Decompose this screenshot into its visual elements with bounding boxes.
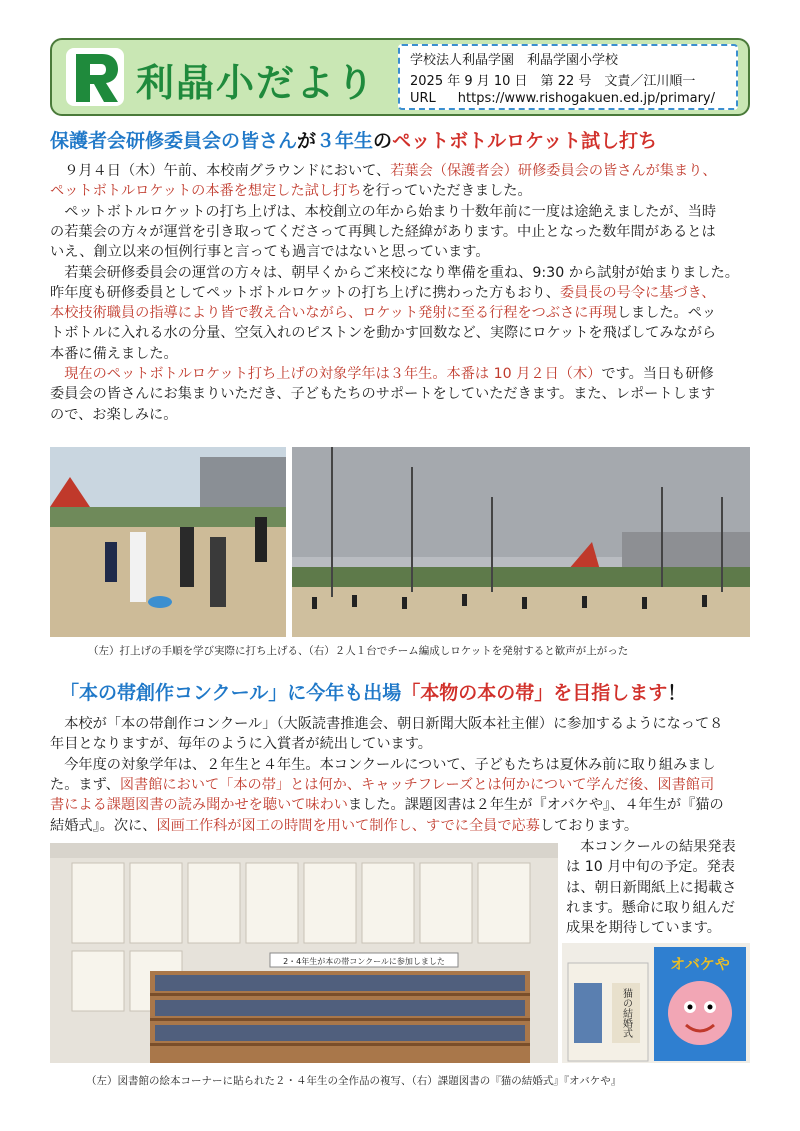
- body-line: [50, 344, 755, 364]
- book-covers-photo: [562, 943, 750, 1063]
- side-text-line: は 10 月中旬の予定。発表: [566, 859, 735, 876]
- url-label: URL: [410, 91, 436, 106]
- text-segment: を行っていただきました。: [361, 183, 532, 200]
- url-link[interactable]: https://www.rishogakuen.ed.jp/primary/: [457, 91, 715, 106]
- text-segment: です。当日も研修: [601, 366, 714, 382]
- text-segment: 昨年度も研修委員としてペットボトルロケットの打ち上げに携わった方もおり、: [50, 284, 560, 301]
- text-segment: 書による課題図書の読み聞かせを聴いて味わい: [50, 797, 348, 814]
- headline-segment: ３年生: [316, 130, 374, 152]
- body-line: [50, 816, 755, 836]
- body-line: [50, 283, 755, 303]
- body-line: [50, 202, 755, 222]
- masthead-title: 利晶小だより: [136, 61, 377, 105]
- headline-segment: 「本の帯創作コンクール」に今年も出場: [60, 682, 402, 704]
- school-name: 学校法人利晶学園 利晶学園小学校: [410, 53, 619, 68]
- text-segment: トボトルに入れる水の分量、空気入れのピストンを動かす回数など、実際にロケットを飛ばしてみながら: [50, 325, 717, 342]
- body-line: [50, 405, 755, 425]
- body-line: [50, 161, 755, 181]
- body-line: [50, 303, 755, 323]
- body-line: [50, 795, 755, 815]
- body-line: [50, 714, 755, 734]
- url-line: [410, 91, 715, 106]
- text-segment: 図書館において「本の帯」とは何か、キャッチフレーズとは何かについて学んだ後、図書館司: [119, 776, 715, 793]
- side-text-line: 本コンクールの結果発表: [566, 839, 736, 855]
- body-line: [50, 181, 755, 201]
- body-line: [50, 755, 755, 775]
- body-line: [50, 222, 755, 242]
- text-segment: ９月４日（木）午前、本校南グラウンドにおいて、: [50, 163, 391, 179]
- article2-headline: [60, 678, 686, 705]
- text-segment: 若葉会研修委員会の運営の方々は、朝早くからご来校になり準備を重ね、9:30 から試射が始まりました。: [50, 264, 739, 281]
- text-segment: 本校が「本の帯創作コンクール」（大阪読書推進会、朝日新聞大阪本社主催）に参加するようになって８: [50, 716, 724, 732]
- article1-caption: （左）打上げの手順を学び実際に打ち上げる、（右）２人１台でチーム編成しロケットを発射すると歓声が上がった: [88, 645, 629, 657]
- text-segment: 今年度の対象学年は、２年生と４年生。本コンクールについて、子どもたちは夏休み前に取り組みまし: [50, 756, 716, 773]
- text-segment: しました。ペッ: [616, 305, 717, 322]
- article1-headline: [50, 126, 657, 153]
- side-text-line: れます。懸命に取り組んだ: [566, 899, 736, 916]
- headline-segment: ペットボトルロケット試し打ち: [392, 130, 658, 152]
- side-text-line: 成果を期待しています。: [566, 920, 721, 937]
- body-line: [50, 263, 755, 283]
- text-segment: 本番に備えました。: [50, 345, 178, 362]
- headline-segment: 「本物の本の帯」を目指します: [401, 682, 668, 704]
- text-segment: 結婚式』。次に、: [50, 817, 157, 834]
- text-segment: ペットボトルロケットの打ち上げは、本校創立の年から始まり十数年前に一度は途絶えましたが、当時: [50, 203, 717, 220]
- text-segment: 図画工作科が図工の時間を用いて制作し、すでに全員で応募: [156, 817, 540, 834]
- text-segment: [50, 366, 64, 382]
- text-segment: 若葉会（保護者会）研修委員会の皆さんが集まり、: [390, 163, 717, 179]
- side-text-line: は、朝日新聞紙上に掲載さ: [566, 879, 737, 896]
- text-segment: いえ、創立以来の恒例行事と言っても過言ではないと思っています。: [50, 244, 490, 261]
- headline-segment: ！: [667, 682, 687, 704]
- body-line: [50, 734, 755, 754]
- headline-segment: の: [373, 130, 393, 152]
- body-line: [50, 242, 755, 262]
- book1-title: 猫の結婚式: [620, 988, 632, 1038]
- headline-segment: 保護者会研修委員会の皆さん: [50, 130, 298, 152]
- body-line: [50, 323, 755, 343]
- headline-segment: が: [297, 130, 317, 152]
- text-segment: ペットボトルロケットの本番を想定した試し打ち: [50, 183, 362, 200]
- text-segment: しております。: [539, 817, 639, 834]
- text-segment: 年目となりますが、毎年のように入賞者が続出しています。: [50, 736, 432, 753]
- book2-title: オバケや: [670, 955, 730, 973]
- body-line: [50, 775, 755, 795]
- text-segment: の若葉会の方々が運営を引き取ってくださって再興した経緯があります。中止となった数年間があるとは: [50, 223, 716, 240]
- body-line: [50, 384, 755, 404]
- library-display-photo: [50, 843, 558, 1063]
- text-segment: 委員長の号令に基づき、: [559, 284, 716, 301]
- display-banner-text: 2・4年生が本の帯コンクールに参加しました: [283, 957, 445, 966]
- article2-caption: （左）図書館の絵本コーナーに貼られた２・４年生の全作品の複写、（右）課題図書の『猫の結婚式』『オバケや』: [86, 1075, 622, 1087]
- issue-line: 2025 年 9 月 10 日 第 22 号 文責／江川順一: [410, 74, 696, 89]
- text-segment: た。まず、: [50, 776, 120, 793]
- body-line: [50, 364, 755, 384]
- rocket-launch-photo-left: [50, 447, 286, 637]
- text-segment: ので、お楽しみに。: [50, 406, 178, 423]
- text-segment: ました。課題図書は２年生が『オバケや』、４年生が『猫の: [347, 797, 724, 814]
- text-segment: 委員会の皆さんにお集まりいただき、子どもたちのサポートをしていただきます。また、レポートします: [50, 386, 716, 403]
- text-segment: 本校技術職員の指導により皆で教え合いながら、ロケット発射に至る行程をつぶさに再現: [50, 305, 617, 322]
- school-logo-icon: [64, 46, 126, 108]
- rocket-launch-photo-right: [292, 447, 750, 637]
- text-segment: 現在のペットボトルロケット打ち上げの対象学年は３年生。本番は 10 月２日（木）: [64, 366, 602, 382]
